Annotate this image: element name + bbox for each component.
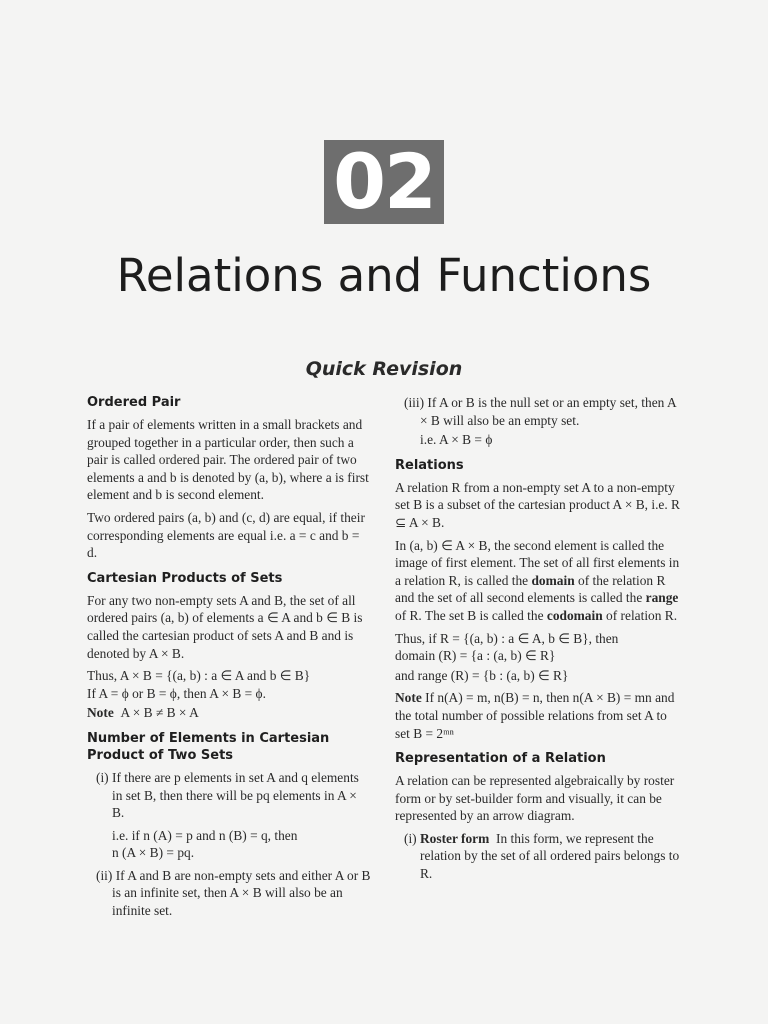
list-item-example: n (A × B) = pq.: [112, 845, 195, 861]
text-run: In (a, b) ∈ A × B, the second element is called the image of first element. The set of all first elements in a relation R, is called the: [395, 537, 680, 588]
list-item: (i) If there are p elements in set A and q elements in set B, then there will be pq elements in A × B.: [96, 769, 359, 821]
note-text: A × B ≠ B × A: [120, 705, 199, 721]
paragraph: Thus, A × B = {(a, b) : a ∈ A and b ∈ B}: [87, 668, 311, 684]
list-item: (ii) If A and B are non-empty sets and either A or B is an infinite set, then A × B will also be an infinite set.: [96, 867, 371, 919]
term-domain: domain: [531, 572, 575, 588]
term-codomain: codomain: [546, 607, 603, 623]
heading-representation: Representation of a Relation: [395, 751, 606, 767]
paragraph: and range (R) = {b : (a, b) ∈ R}: [395, 667, 569, 683]
term-range: range: [645, 590, 679, 606]
section-banner: Quick Revision: [305, 358, 463, 380]
heading-number-of-elements: Number of Elements in Cartesian Product of Two Sets: [87, 730, 330, 763]
heading-ordered-pair: Ordered Pair: [87, 395, 181, 410]
left-column: [87, 394, 372, 925]
heading-relations: Relations: [395, 457, 464, 473]
paragraph: If A = ϕ or B = ϕ, then A × B = ϕ.: [87, 685, 266, 701]
term-roster-form: Roster form: [420, 830, 490, 846]
list-item: [395, 830, 685, 883]
note: [87, 704, 372, 722]
right-column: [395, 394, 685, 888]
note-label: Note: [87, 705, 114, 721]
list-item: (iii) If A or B is the null set or an empty set, then A × B will also be an empty set.: [404, 395, 676, 428]
text-run: of the relation R and the set of all second elements is called the: [395, 572, 666, 606]
note-text: If n(A) = m, n(B) = n, then n(A × B) = mn and the total number of possible relations from set A to set B = 2ᵐⁿ: [395, 690, 675, 741]
paragraph: domain (R) = {a : (a, b) ∈ R}: [395, 648, 556, 664]
text-run: In this form, we represent the relation by the set of all ordered pairs belongs to R.: [420, 830, 680, 882]
note-label: Note: [395, 690, 422, 706]
paragraph: Thus, if R = {(a, b) : a ∈ A, b ∈ B}, then: [395, 630, 619, 646]
heading-cartesian-products: Cartesian Products of Sets: [87, 570, 283, 586]
chapter-number: 02: [324, 140, 444, 224]
list-item-example: i.e. if n (A) = p and n (B) = q, then: [112, 827, 298, 843]
list-item-example: i.e. A × B = ϕ: [420, 432, 493, 448]
paragraph: [395, 537, 685, 625]
note: [395, 689, 685, 742]
paragraph: If a pair of elements written in a small brackets and grouped together in a particular order, then such a pair is called ordered pair. The ordered pair of two elements a and b is denoted by (a, b), where a is first element and b is second element.: [87, 417, 369, 503]
chapter-title: Relations and Functions: [116, 249, 652, 302]
text-run: of relation R.: [606, 607, 678, 623]
paragraph: A relation R from a non-empty set A to a non-empty set B is a subset of the cartesian product A × B, i.e. R ⊆ A × B.: [395, 479, 680, 530]
list-marker: (i): [404, 830, 417, 846]
paragraph: Two ordered pairs (a, b) and (c, d) are equal, if their corresponding elements are equal i.e. a = c and b = d.: [87, 509, 365, 561]
paragraph: For any two non-empty sets A and B, the set of all ordered pairs (a, b) of elements a ∈ A and b ∈ B is called the cartesian product of sets A and B and is denoted by A × B.: [87, 592, 363, 661]
text-run: of R. The set B is called the: [395, 607, 544, 623]
paragraph: A relation can be represented algebraically by roster form or by set-builder form and visually, it can be represented by an arrow diagram.: [395, 773, 675, 824]
